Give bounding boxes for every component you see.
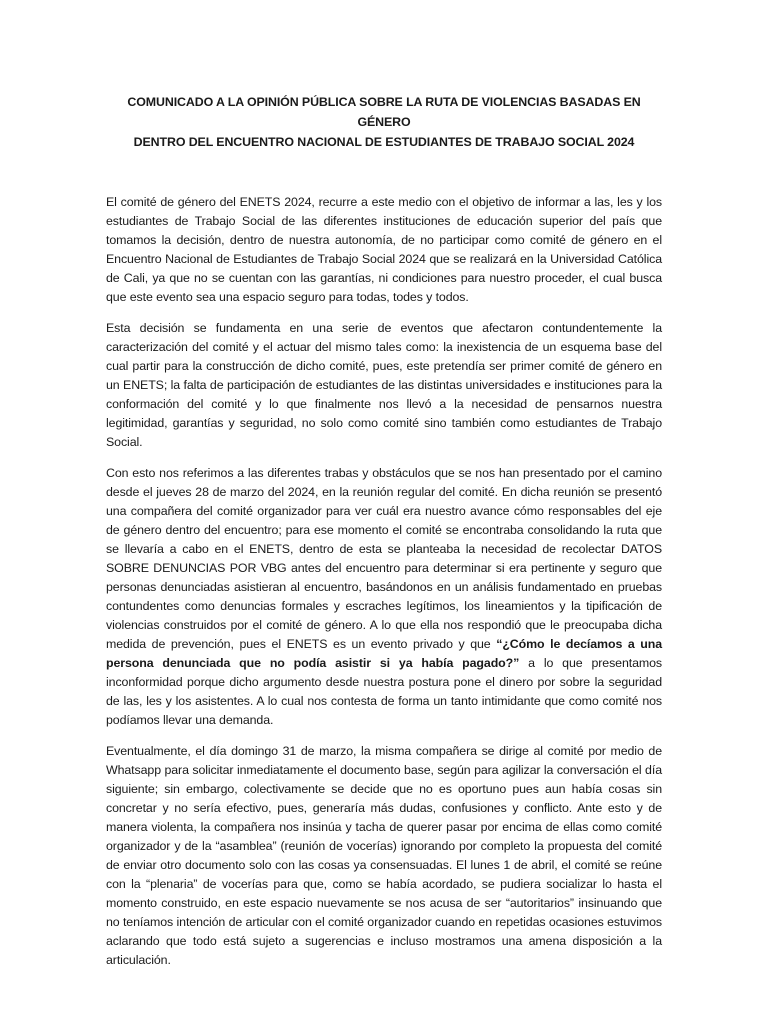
paragraph-4: Eventualmente, el día domingo 31 de marzo, la misma compañera se dirige al comité por medio de Whatsapp para solicitar inmediatamente el documento base, según para agilizar la conversación el día siguiente; sin embargo, colectivamente se decide que no es oportuno pues aun había cosas sin concretar y no sería efectivo, pues, generaría más dudas, confusiones y conflicto. Ante esto y de manera violenta, la compañera nos insinúa y tacha de querer pasar por encima de ellas como comité organizador y de la “asamblea” (reunión de vocerías) ignorando por completo la propuesta del comité de enviar otro documento solo con las cosas ya consensuadas. El lunes 1 de abril, el comité se reúne con la “plenaria” de vocerías para que, como se había acordado, se pudiera socializar lo hasta el momento construido, en este espacio nuevamente se nos acusa de ser “autoritarios” insinuando que no teníamos intención de articular con el comité organizador cuando en repetidas ocasiones estuvimos aclarando que todo está sujeto a sugerencias e incluso mostramos una amena disposición a la articulación. [106, 744, 662, 967]
paragraph-3 [106, 464, 662, 730]
paragraph-3-text-after: a lo que presentamos inconformidad porque dicho argumento desde nuestra postura pone el dinero por sobre la seguridad de las, les y los asistentes. A lo cual nos contesta de forma un tanto intimidante que como comité nos podíamos llevar una demanda. [106, 656, 662, 727]
paragraph-3-text-before: Con esto nos referimos a las diferentes trabas y obstáculos que se nos han presentado por el camino desde el jueves 28 de marzo del 2024, en la reunión regular del comité. En dicha reunión se presentó una compañera del comité organizador para ver cuál era nuestro avance cómo responsables del eje de género dentro del encuentro; para ese momento el comité se encontraba consolidando la ruta que se llevaría a cabo en el ENETS, dentro de esta se planteaba la necesidad de recolectar DATOS SOBRE DENUNCIAS POR VBG antes del encuentro para determinar si era pertinente y seguro que personas denunciadas asistieran al encuentro, basándonos en un análisis fundamentado en pruebas contundentes como denuncias formales y escraches legítimos, los lineamientos y la tipificación de violencias construidos por el comité de género. A lo que ella nos respondió que le preocupaba dicha medida de prevención, pues el ENETS es un evento privado y que [106, 466, 662, 651]
title-line-1: COMUNICADO A LA OPINIÓN PÚBLICA SOBRE LA RUTA DE VIOLENCIAS BASADAS EN GÉNERO [127, 95, 641, 129]
paragraph-1: El comité de género del ENETS 2024, recurre a este medio con el objetivo de informar a las, les y los estudiantes de Trabajo Social de las diferentes instituciones de educación superior del país que tomamos la decisión, dentro de nuestra autonomía, de no participar como comité de género en el Encuentro Nacional de Estudiantes de Trabajo Social 2024 que se realizará en la Universidad Católica de Cali, ya que no se cuentan con las garantías, ni condiciones para nuestro proceder, el cual busca que este evento sea una espacio seguro para todas, todes y todos. [106, 195, 662, 304]
document-title [106, 92, 662, 152]
paragraph-3-quote: “¿Cómo le decíamos a una persona denunciada que no podía asistir si ya había pagado?” [106, 637, 662, 670]
title-line-2: DENTRO DEL ENCUENTRO NACIONAL DE ESTUDIANTES DE TRABAJO SOCIAL 2024 [133, 135, 635, 149]
paragraph-2: Esta decisión se fundamenta en una serie de eventos que afectaron contundentemente la caracterización del comité y el actuar del mismo tales como: la inexistencia de un esquema base del cual partir para la construcción de dicho comité, pues, este pretendía ser primer comité de género en un ENETS; la falta de participación de estudiantes de las distintas universidades e instituciones para la conformación del comité y lo que finalmente nos llevó a la necesidad de pensarnos nuestra legitimidad, garantías y seguridad, no solo como comité sino también como estudiantes de Trabajo Social. [106, 321, 662, 449]
